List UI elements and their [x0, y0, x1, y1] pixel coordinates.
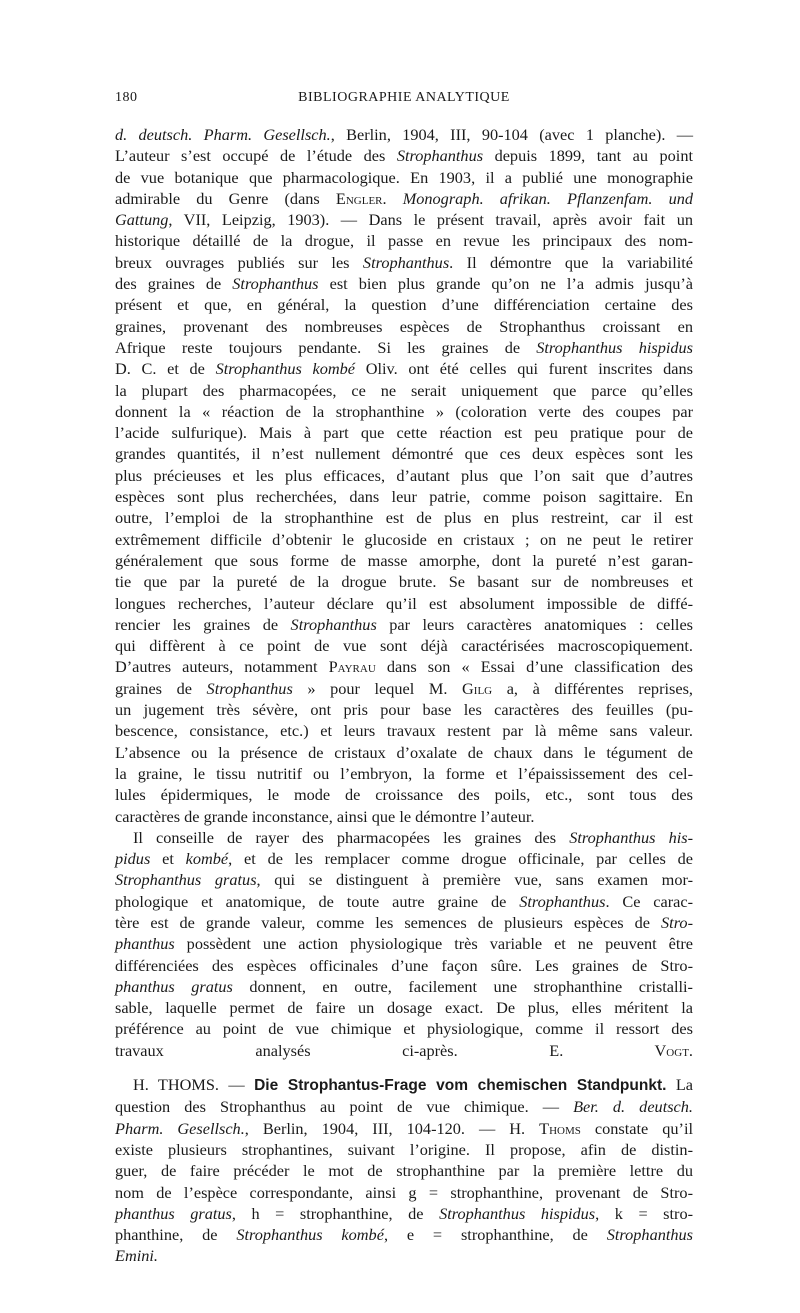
page-header — [115, 90, 693, 112]
text-line: D’autres auteurs, notamment Payrau dans son « Essai d’une classification des — [115, 657, 693, 677]
article-thoms — [115, 1074, 693, 1267]
running-head: BIBLIOGRAPHIE ANALYTIQUE — [298, 90, 510, 105]
text-line: Afrique reste toujours pendante. Si les graines de Strophanthus hispidus — [115, 337, 693, 357]
text-line: phologique et anatomique, de toute autre graine de Strophanthus. Ce carac- — [115, 891, 694, 911]
text-line: phanthine, de Strophanthus kombé, e = strophanthine, de Strophanthus — [115, 1225, 693, 1245]
text-line: la plupart des pharmacopées, ce ne serait uniquement que parce qu’elles — [115, 380, 693, 400]
text-line: L’auteur s’est occupé de l’étude des Strophanthus depuis 1899, tant au point — [115, 146, 693, 166]
text-line: nom de l’espèce correspondante, ainsi g = strophanthine, provenant de Stro- — [115, 1182, 693, 1202]
text-line: graines, provenant des nombreuses espèces de Strophanthus croissant en — [115, 316, 693, 336]
text-line: d. deutsch. Pharm. Gesellsch., Berlin, 1904, III, 90-104 (avec 1 planche). — — [115, 125, 693, 144]
page-body — [115, 124, 693, 1267]
text-line: Pharm. Gesellsch., Berlin, 1904, III, 104-120. — H. Thoms constate qu’il — [115, 1118, 693, 1138]
text-line: la graine, le tissu nutritif ou l’embryon, la forme et l’épaississement des cel- — [115, 763, 693, 783]
text-line: grandes quantités, il n’est nullement démontré que ces deux espèces sont les — [115, 444, 693, 464]
text-line: espèces sont plus recherchées, dans leur patrie, comme poison sagittaire. En — [115, 487, 693, 507]
text-line: phanthus possèdent une action physiologique très variable et ne peuvent être — [115, 934, 693, 954]
text-line: question des Strophanthus au point de vue chimique. — Ber. d. deutsch. — [115, 1097, 693, 1117]
text-line: plus précieuses et les plus efficaces, d’autant plus que l’on sait que d’autres — [115, 465, 693, 485]
text-line: différenciées des espèces officinales d’une façon sûre. Les graines de Stro- — [115, 955, 693, 975]
text-line: breux ouvrages publiés sur les Strophanthus. Il démontre que la variabilité — [115, 252, 693, 272]
text-line: caractères de grande inconstance, ainsi que le démontre l’auteur. — [115, 806, 535, 826]
author-signature: E. Vogt. — [549, 1040, 693, 1060]
text-line: donnent la « réaction de la strophanthine » (coloration verte des coupes par — [115, 401, 693, 421]
text-line: généralement que sous forme de masse amorphe, dont la pureté n’est garan- — [115, 550, 693, 570]
text-line: Emini. — [115, 1246, 158, 1266]
text-line: lules épidermiques, le mode de croissance des poils, etc., sont tous des — [115, 785, 693, 805]
article-vogt — [115, 124, 693, 1061]
text-line: de vue botanique que pharmacologique. En 1903, il a publié une monographie — [115, 167, 693, 187]
text-line: phanthus gratus, h = strophanthine, de Strophanthus hispidus, k = stro- — [115, 1203, 694, 1223]
text-line: longues recherches, l’auteur déclare qu’il est absolument impossible de diffé- — [115, 593, 693, 613]
text-line: l’acide sulfurique). Mais à part que cette réaction est peu pratique pour de — [115, 423, 693, 443]
text-line: D. C. et de Strophanthus kombé Oliv. ont été celles qui furent inscrites dans — [115, 359, 694, 379]
text-line: Il conseille de rayer des pharmacopées les graines des Strophanthus his- — [133, 827, 694, 847]
text-line: préférence au point de vue chimique et physiologique, comme il ressort des — [115, 1019, 693, 1039]
text-line: phanthus gratus donnent, en outre, facilement une strophanthine cristalli- — [115, 976, 693, 996]
text-line: extrêmement difficile d’obtenir le glucoside en cristaux ; on ne peut le retirer — [115, 529, 693, 549]
text-line: travaux analysés ci-après. E. Vogt. — [115, 1040, 693, 1060]
text-line: rencier les graines de Strophanthus par leurs caractères anatomiques : celles — [115, 614, 694, 634]
text-line: Strophanthus gratus, qui se distinguent à première vue, sans examen mor- — [115, 870, 693, 890]
text-line: graines de Strophanthus » pour lequel M. Gilg a, à différentes reprises, — [115, 678, 693, 698]
text-line: sable, laquelle permet de faire un dosage exact. De plus, elles méritent la — [115, 998, 693, 1018]
text-line: L’absence ou la présence de cristaux d’oxalate de chaux dans le tégument de — [115, 742, 693, 762]
text-line: des graines de Strophanthus est bien plus grande qu’on ne l’a admis jusqu’à — [115, 274, 694, 294]
text-line: outre, l’emploi de la strophanthine est de plus en plus restreint, car il est — [115, 508, 693, 528]
text-line: guer, de faire précéder le mot de strophanthine par la première lettre du — [115, 1161, 693, 1181]
text-line: tère est de grande valeur, comme les semences de plusieurs espèces de Stro- — [115, 912, 693, 932]
text-line: tie que par la pureté de la drogue brute. Se basant sur de nombreuses et — [115, 572, 693, 592]
text-line: un jugement très sévère, ont pris pour base les caractères des feuilles (pu- — [115, 700, 693, 720]
text-line: qui diffèrent à ce point de vue sont déjà caractérisées macroscopiquement. — [115, 636, 693, 656]
text-line: existe plusieurs strophantines, suivant l’origine. Il propose, afin de distin- — [115, 1139, 693, 1159]
article-title: Die Strophantus-Frage vom chemischen Standpunkt. — [254, 1077, 667, 1095]
text-line: historique détaillé de la drogue, il passe en revue les principaux des nom- — [115, 231, 693, 251]
text-line: admirable du Genre (dans Engler. Monograph. afrikan. Pflanzenfam. und — [115, 188, 694, 208]
text-line: Gattung, VII, Leipzig, 1903). — Dans le présent travail, après avoir fait un — [115, 210, 693, 230]
text-line: H. THOMS. — Die Strophantus-Frage vom chemischen Standpunkt. La — [133, 1075, 693, 1095]
text-line: pidus et kombé, et de les remplacer comme drogue officinale, par celles de — [115, 849, 694, 869]
page-number: 180 — [115, 90, 138, 105]
text-line: présent et que, en général, la question d’une différenciation certaine des — [115, 295, 693, 315]
text-line: bescence, consistance, etc.) et leurs travaux restent par là même sans valeur. — [115, 721, 693, 741]
